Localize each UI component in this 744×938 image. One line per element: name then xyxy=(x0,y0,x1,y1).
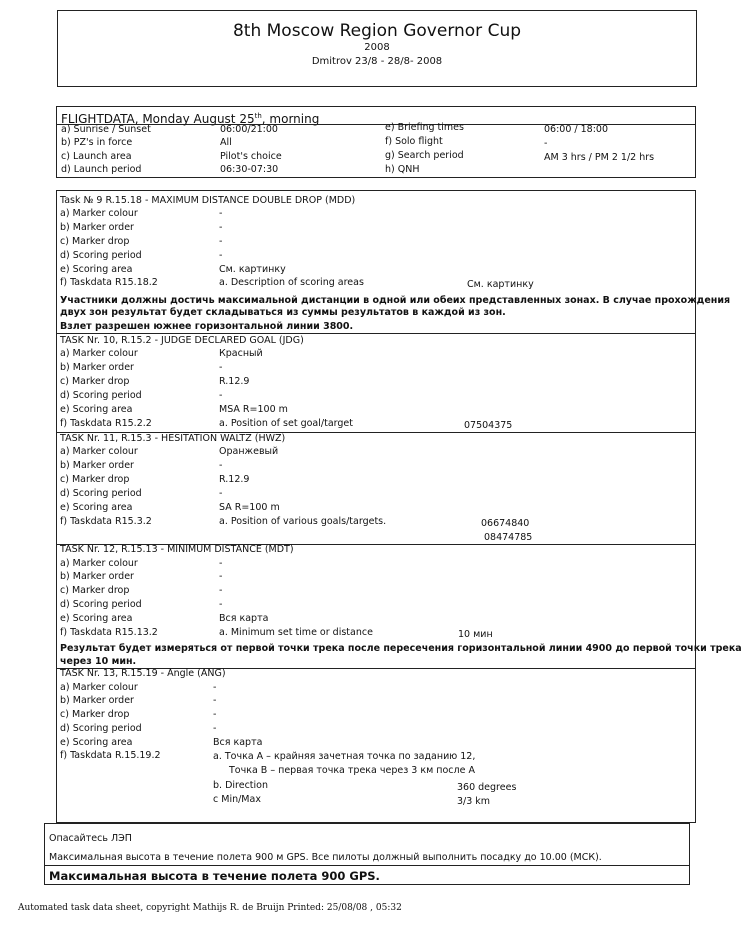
task-10-scoring-period-label: d) Scoring period xyxy=(60,390,142,401)
task-10-goal-coordinates: 07504375 xyxy=(464,420,513,431)
task-12-taskdata-label: f) Taskdata R15.13.2 xyxy=(60,627,158,638)
task-9-note-1: Участники должны достичь максимальной дистанции в одной или обеих представленных зонах. В случае прохождения xyxy=(60,295,731,306)
competition-title: 8th Moscow Region Governor Cup xyxy=(232,21,522,41)
task-12-marker-colour-value: - xyxy=(219,558,223,569)
fd-sunrise-value: 06:00/21:00 xyxy=(220,124,278,135)
task-13-marker-colour-label: a) Marker colour xyxy=(60,682,138,693)
task-12-note-1: Результат будет измеряться от первой точки трека после пересечения горизонтальной линии 4900 до первой точки трека xyxy=(60,643,742,654)
header-box xyxy=(57,10,697,87)
task-10-scoring-period-value: - xyxy=(219,390,223,401)
task-9-scoring-area-label: e) Scoring area xyxy=(60,264,133,275)
task-9-marker-drop-label: c) Marker drop xyxy=(60,236,130,247)
task-13-direction-value: 360 degrees xyxy=(457,782,517,793)
task-9-scoring-area-value: См. картинку xyxy=(219,264,286,275)
task-9-scoring-period-value: - xyxy=(219,250,223,261)
task-12-note-2: через 10 мин. xyxy=(60,656,137,667)
task-9-taskdata-label: f) Taskdata R15.18.2 xyxy=(60,277,158,288)
fd-briefing-value: 06:00 / 18:00 xyxy=(544,124,608,135)
footer-copyright: Automated task data sheet, copyright Mathijs R. de Bruijn Printed: 25/08/08 , 05:32 xyxy=(18,903,402,913)
task-12-scoring-area-label: e) Scoring area xyxy=(60,613,133,624)
task-11-scoring-area-value: SA R=100 m xyxy=(219,502,280,513)
fd-launch-area-label: c) Launch area xyxy=(61,151,132,162)
task-12-marker-colour-label: a) Marker colour xyxy=(60,558,138,569)
fd-pz-label: b) PZ's in force xyxy=(61,137,133,148)
fd-search-label: g) Search period xyxy=(385,150,464,161)
flightdata-title: FLIGHTDATA, Monday August 25th, morning xyxy=(61,112,320,126)
tasks-box xyxy=(56,190,742,823)
fd-sunrise-label: a) Sunrise / Sunset xyxy=(61,124,151,135)
task-10-marker-order-label: b) Marker order xyxy=(60,362,134,373)
task-12-taskdata-extra: 10 мин xyxy=(458,629,493,640)
notes-box xyxy=(44,823,690,885)
task-13-direction-label: b. Direction xyxy=(213,780,268,791)
task-11-marker-drop-label: c) Marker drop xyxy=(60,474,130,485)
competition-dates: Dmitrov 23/8 - 28/8- 2008 xyxy=(311,56,443,67)
task-11-marker-drop-value: R.12.9 xyxy=(219,474,250,485)
task-11-goal-coordinates-2: 08474785 xyxy=(484,532,533,543)
task-13-marker-drop-label: c) Marker drop xyxy=(60,709,130,720)
task-10-taskdata-value: a. Position of set goal/target xyxy=(219,418,353,429)
task-12-scoring-area-value: Вся карта xyxy=(219,613,269,624)
task-13-minmax-label: c Min/Max xyxy=(213,794,261,805)
task-13-marker-order-value: - xyxy=(213,695,217,706)
task-11-title: TASK Nr. 11, R.15.3 - HESITATION WALTZ (HWZ) xyxy=(60,433,286,444)
task-9-taskdata-value: a. Description of scoring areas xyxy=(219,277,364,288)
powerline-warning: Опасайтесь ЛЭП xyxy=(49,833,132,844)
task-11-scoring-period-label: d) Scoring period xyxy=(60,488,142,499)
max-altitude-note: Максимальная высота в течение полета 900 м GPS. Все пилоты должный выполнить посадку до 10.00 (МСК). xyxy=(49,852,602,863)
task-11-marker-colour-value: Оранжевый xyxy=(219,446,279,457)
task-9-marker-order-label: b) Marker order xyxy=(60,222,134,233)
task-10-marker-colour-label: a) Marker colour xyxy=(60,348,138,359)
task-9-note-2: двух зон результат будет складываться из суммы результатов в каждой из зон. xyxy=(60,307,506,318)
task-10-taskdata-label: f) Taskdata R15.2.2 xyxy=(60,418,152,429)
task-9-title: Task № 9 R.15.18 - MAXIMUM DISTANCE DOUBLE DROP (MDD) xyxy=(60,195,356,206)
fd-solo-value: - xyxy=(544,138,548,149)
task-13-marker-colour-value: - xyxy=(213,682,217,693)
task-11-taskdata-label: f) Taskdata R15.3.2 xyxy=(60,516,152,527)
task-13-scoring-area-label: e) Scoring area xyxy=(60,737,133,748)
task-13-point-b: Точка В – первая точка трека через 3 км после А xyxy=(229,765,475,776)
task-12-marker-order-label: b) Marker order xyxy=(60,571,134,582)
task-10-marker-order-value: - xyxy=(219,362,223,373)
task-12-scoring-period-label: d) Scoring period xyxy=(60,599,142,610)
task-9-marker-colour-value: - xyxy=(219,208,223,219)
task-13-scoring-period-label: d) Scoring period xyxy=(60,723,142,734)
task-11-marker-order-value: - xyxy=(219,460,223,471)
task-10-title: TASK Nr. 10, R.15.2 - JUDGE DECLARED GOAL (JDG) xyxy=(60,335,304,346)
task-9-marker-drop-value: - xyxy=(219,236,223,247)
task-13-scoring-area-value: Вся карта xyxy=(213,737,263,748)
flightdata-box xyxy=(56,106,696,178)
task-11-marker-order-label: b) Marker order xyxy=(60,460,134,471)
task-11-marker-colour-label: a) Marker colour xyxy=(60,446,138,457)
task-13-scoring-period-value: - xyxy=(213,723,217,734)
task-12-marker-drop-value: - xyxy=(219,585,223,596)
task-13-marker-order-label: b) Marker order xyxy=(60,695,134,706)
task-13-minmax-value: 3/3 km xyxy=(457,796,491,807)
task-9-marker-order-value: - xyxy=(219,222,223,233)
fd-search-value: AM 3 hrs / PM 2 1/2 hrs xyxy=(544,152,655,163)
task-10-scoring-area-label: e) Scoring area xyxy=(60,404,133,415)
task-10-marker-colour-value: Красный xyxy=(219,348,263,359)
max-altitude-emphasis: Максимальная высота в течение полета 900 GPS. xyxy=(49,869,380,883)
fd-pz-value: All xyxy=(220,137,232,148)
task-13-point-a: a. Точка А – крайняя зачетная точка по заданию 12, xyxy=(213,751,476,762)
competition-year: 2008 xyxy=(364,42,390,53)
task-12-title: TASK Nr. 12, R.15.13 - MINIMUM DISTANCE (MDT) xyxy=(60,544,294,555)
task-10-marker-drop-label: c) Marker drop xyxy=(60,376,130,387)
fd-launch-area-value: Pilot's choice xyxy=(220,151,282,162)
task-11-scoring-area-label: e) Scoring area xyxy=(60,502,133,513)
fd-briefing-label: e) Briefing times xyxy=(385,122,464,133)
task-11-scoring-period-value: - xyxy=(219,488,223,499)
task-11-goal-coordinates-1: 06674840 xyxy=(481,518,530,529)
task-9-taskdata-extra: См. картинку xyxy=(467,279,534,290)
fd-launch-period-label: d) Launch period xyxy=(61,164,142,175)
task-9-note-3: Взлет разрешен южнее горизонтальной линии 3800. xyxy=(60,321,354,332)
task-10-marker-drop-value: R.12.9 xyxy=(219,376,250,387)
task-10-scoring-area-value: MSA R=100 m xyxy=(219,404,288,415)
task-12-marker-drop-label: c) Marker drop xyxy=(60,585,130,596)
task-12-taskdata-value: a. Minimum set time or distance xyxy=(219,627,373,638)
task-9-scoring-period-label: d) Scoring period xyxy=(60,250,142,261)
task-13-taskdata-label: f) Taskdata R.15.19.2 xyxy=(60,750,161,761)
task-9-marker-colour-label: a) Marker colour xyxy=(60,208,138,219)
task-12-marker-order-value: - xyxy=(219,571,223,582)
divider xyxy=(57,333,695,334)
task-12-scoring-period-value: - xyxy=(219,599,223,610)
divider xyxy=(45,865,689,866)
task-11-taskdata-value: a. Position of various goals/targets. xyxy=(219,516,387,527)
fd-solo-label: f) Solo flight xyxy=(385,136,443,147)
fd-launch-period-value: 06:30-07:30 xyxy=(220,164,279,175)
fd-qnh-label: h) QNH xyxy=(385,164,420,175)
task-13-marker-drop-value: - xyxy=(213,709,217,720)
task-13-title: TASK Nr. 13, R.15.19 - Angle (ANG) xyxy=(60,668,226,679)
